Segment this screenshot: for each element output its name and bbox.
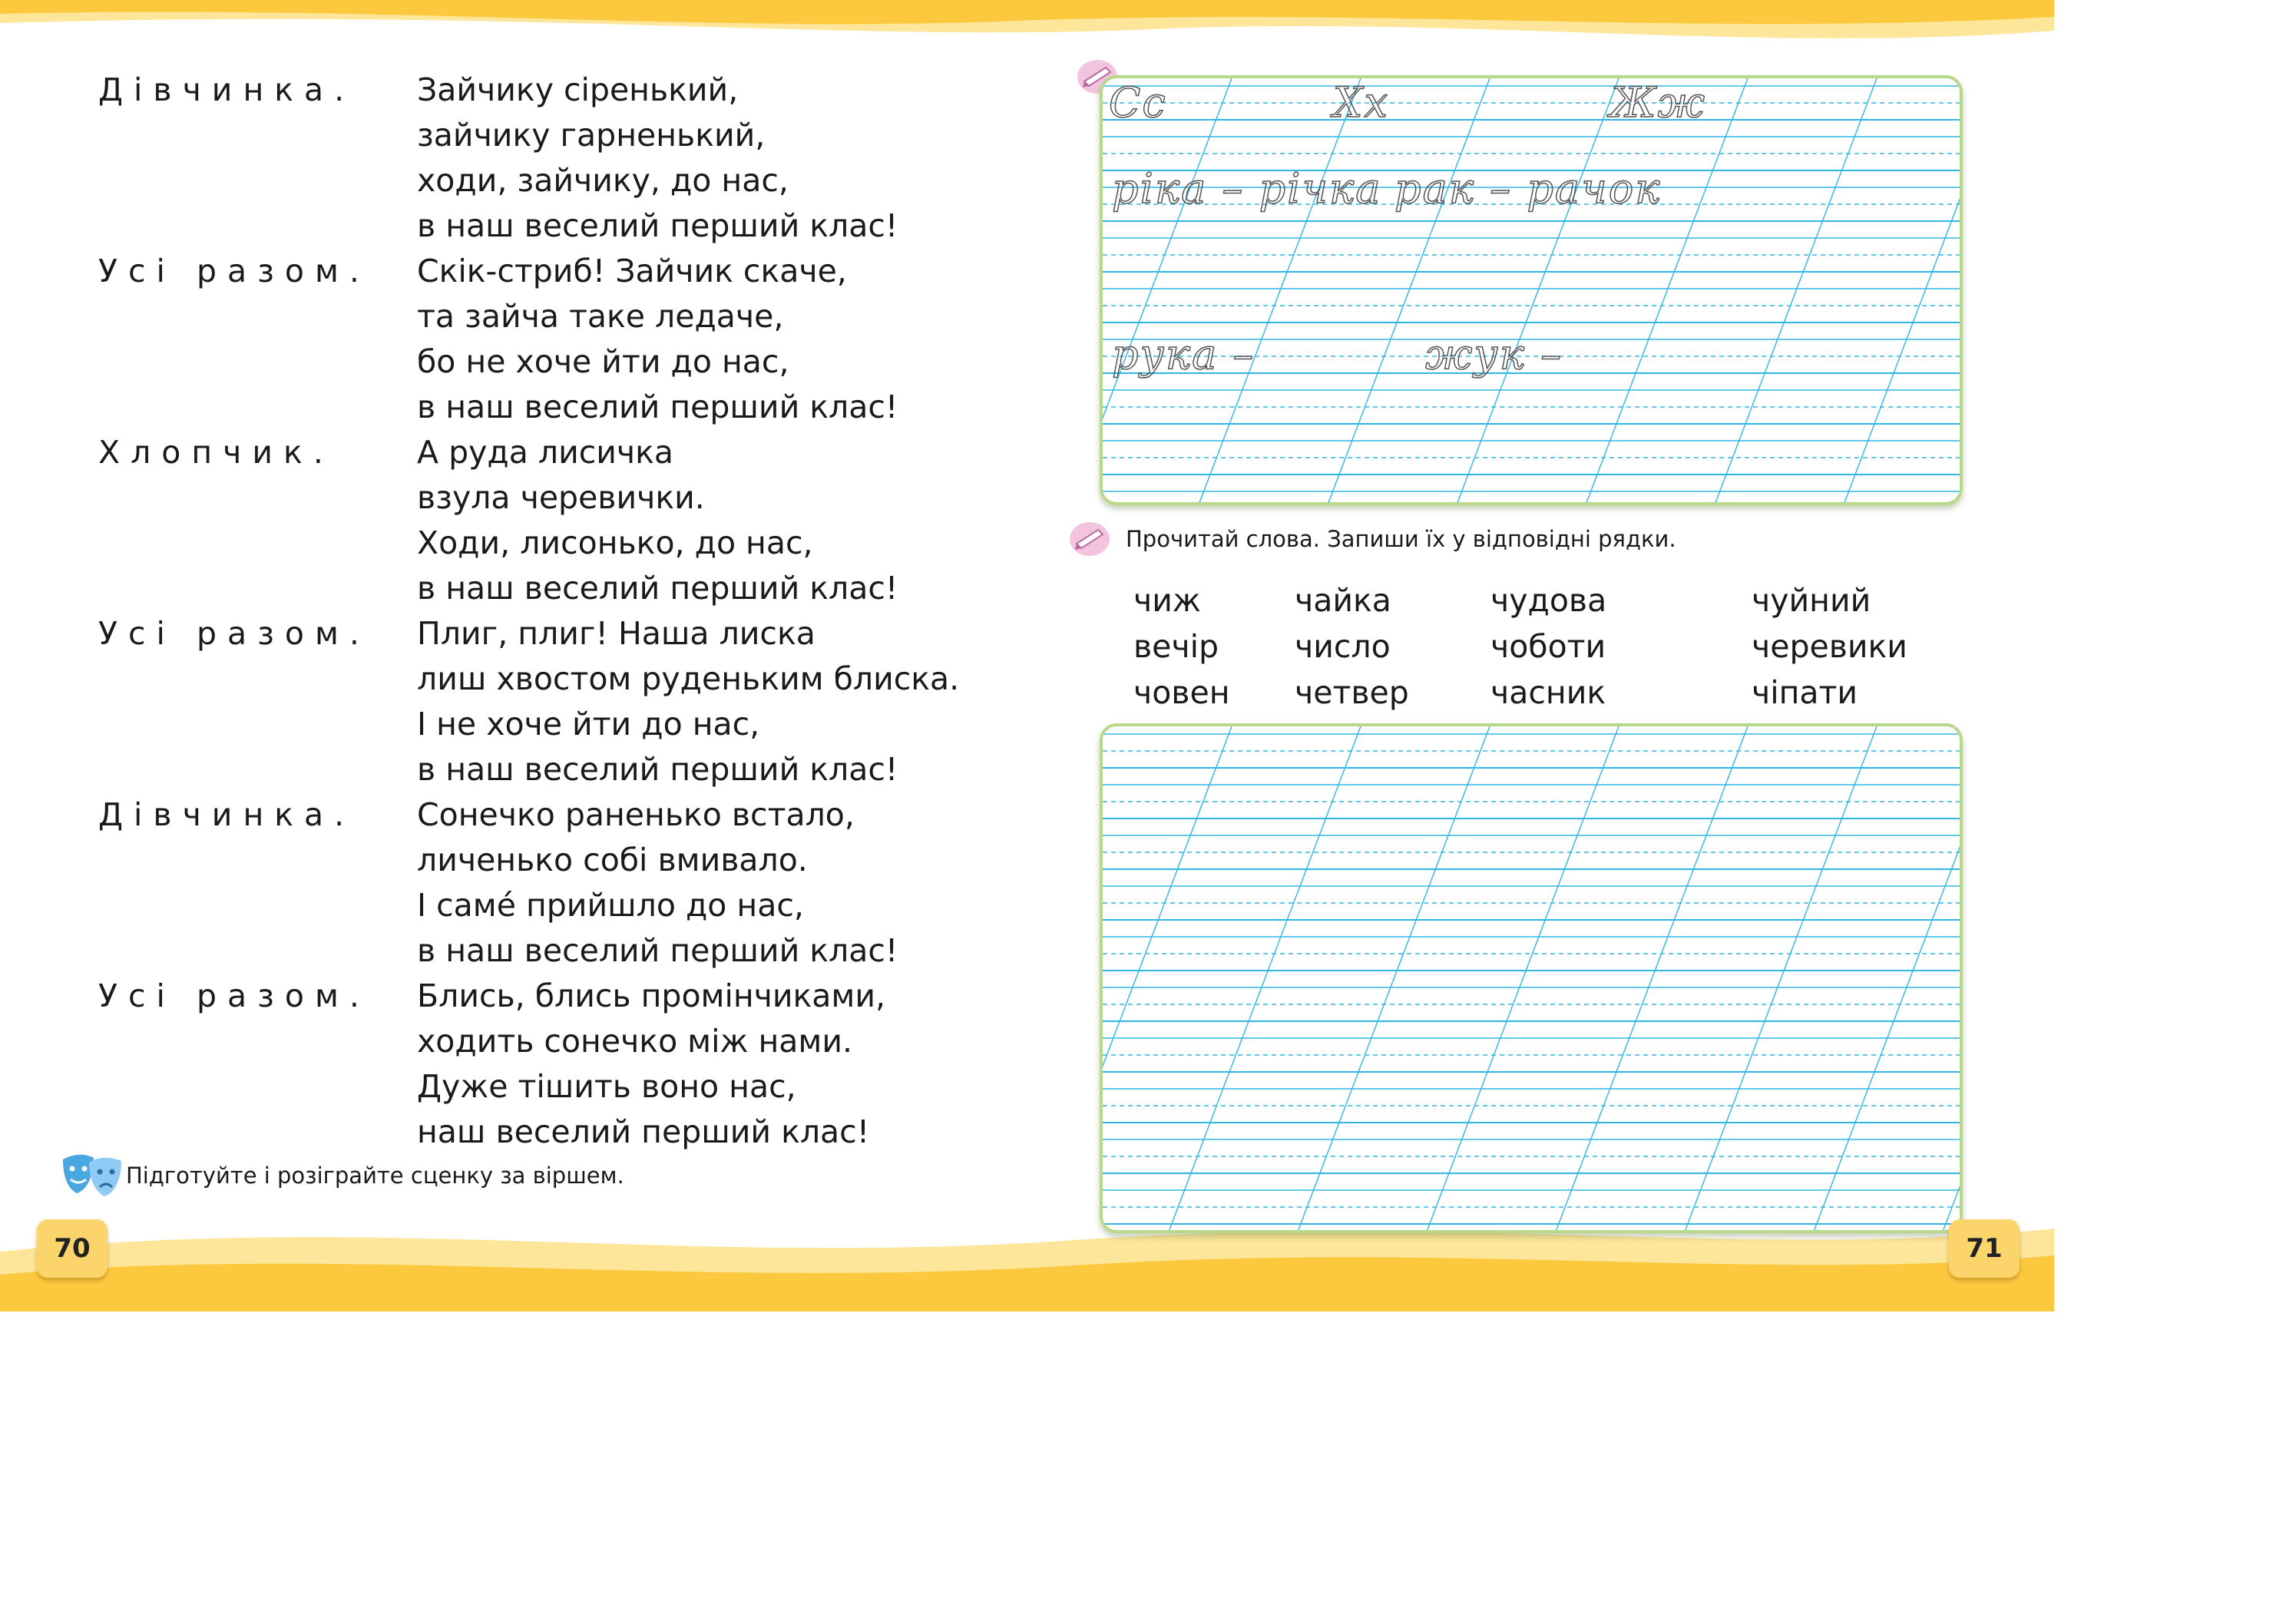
theater-masks-icon [60, 1152, 126, 1199]
poem-line: Блись, блись промінчиками, [417, 977, 886, 1014]
word: вечір [1133, 628, 1219, 665]
dialogue-block [98, 68, 1020, 249]
poem-line: та зайча таке ледаче, [417, 298, 784, 335]
poem-line: Зайчику сіренький, [417, 71, 739, 108]
poem-line: Плиг, плиг! Наша лиска [417, 615, 816, 652]
poem-line: І саме́ прийшло до нас, [417, 887, 804, 924]
poem-line: Скік-стриб! Зайчик скаче, [417, 253, 847, 289]
word: чайка [1295, 582, 1391, 619]
word: число [1295, 628, 1391, 665]
word: чуйний [1752, 582, 1871, 619]
poem-line: в наш веселий перший клас! [417, 570, 898, 607]
word: чиж [1133, 582, 1201, 619]
cursive-sample: Сс [1109, 78, 1167, 127]
copybook-sheet-bottom[interactable] [1100, 723, 1963, 1233]
poem-line: взула черевички. [417, 479, 705, 516]
poem-line: в наш веселий перший клас! [417, 932, 898, 969]
slant-line [1199, 78, 1361, 502]
poem-line: ходи, зайчику, до нас, [417, 162, 789, 199]
pen-icon [1067, 519, 1112, 559]
speaker-name: Усі разом. [98, 253, 370, 289]
poem-line: Сонечко раненько встало, [417, 796, 855, 833]
cursive-sample: рука – [1112, 330, 1256, 379]
poem-line: А руда лисичка [417, 434, 674, 471]
page-number-right: 71 [1949, 1219, 2020, 1278]
word: чоботи [1490, 628, 1606, 665]
dialogue-block [98, 611, 1020, 792]
poem-line: в наш веселий перший клас! [417, 751, 898, 788]
word: чіпати [1752, 674, 1858, 711]
poem-dialogue [98, 68, 1020, 1155]
poem-line: личенько собі вмивало. [417, 842, 808, 878]
top-decorative-band [0, 0, 2054, 54]
slant-line [1715, 78, 1877, 502]
task-instruction-right [1067, 519, 1676, 559]
speaker-name: Дівчинка. [98, 796, 356, 833]
cursive-sample: ріка – річка [1112, 164, 1382, 213]
ruled-grid [1103, 78, 1960, 502]
poem-lines [417, 611, 1020, 792]
poem-line: І не хоче йти до нас, [417, 706, 760, 743]
cursive-sample: Хх [1333, 78, 1389, 127]
poem-line: лиш хвостом руденьким блиска. [417, 660, 960, 697]
poem-line: в наш веселий перший клас! [417, 389, 898, 425]
slant-line [1815, 726, 1960, 1230]
ruled-grid [1103, 726, 1960, 1230]
slant-line [1844, 78, 1960, 502]
cursive-sample: рак – рачок [1394, 164, 1662, 213]
task-text: Підготуйте і розіграйте сценку за віршем. [126, 1163, 624, 1189]
poem-line: Дуже тішить воно нас, [417, 1068, 796, 1105]
speaker-name: Хлопчик. [98, 434, 334, 471]
poem-line: Ходи, лисонько, до нас, [417, 524, 813, 561]
cursive-sample: Жж [1610, 78, 1707, 127]
slant-line [1328, 78, 1490, 502]
word: чудова [1490, 582, 1607, 619]
task-instruction-left [60, 1152, 624, 1199]
word: черевики [1752, 628, 1907, 665]
poem-lines [417, 792, 1020, 974]
poem-lines [417, 249, 1020, 430]
speaker-name: Усі разом. [98, 615, 370, 652]
slant-line [1457, 78, 1619, 502]
word: човен [1133, 674, 1230, 711]
poem-line: наш веселий перший клас! [417, 1113, 870, 1150]
top-band-front [0, 0, 2054, 24]
copybook-sheet-top[interactable] [1100, 75, 1963, 505]
speaker-name: Дівчинка. [98, 71, 356, 108]
poem-lines [417, 974, 1020, 1155]
dialogue-block [98, 430, 1020, 611]
page-number-left: 70 [37, 1219, 108, 1278]
poem-line: ходить сонечко між нами. [417, 1023, 853, 1060]
speaker-name: Усі разом. [98, 977, 370, 1014]
slant-line [1586, 78, 1748, 502]
poem-line: в наш веселий перший клас! [417, 207, 898, 244]
cursive-sample: жук – [1425, 330, 1563, 379]
dialogue-block [98, 792, 1020, 974]
word: часник [1490, 674, 1606, 711]
word-list [1133, 579, 1947, 714]
poem-lines [417, 430, 1020, 611]
slant-line [1428, 726, 1619, 1230]
poem-line: зайчику гарненький, [417, 117, 766, 154]
slant-line [1103, 78, 1232, 502]
word: четвер [1295, 674, 1409, 711]
poem-lines [417, 68, 1020, 249]
task-text: Прочитай слова. Запиши їх у відповідні рядки. [1126, 526, 1676, 552]
dialogue-block [98, 249, 1020, 430]
dialogue-block [98, 974, 1020, 1155]
poem-line: бо не хоче йти до нас, [417, 343, 789, 380]
